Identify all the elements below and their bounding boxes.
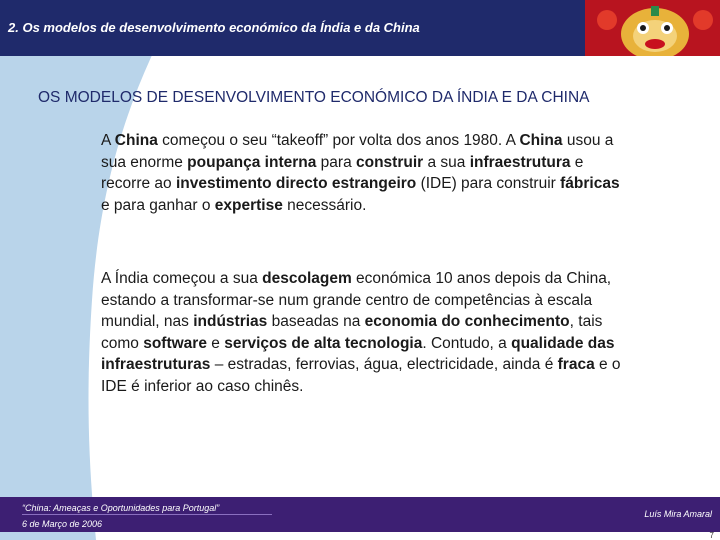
text-run: (IDE) para construir bbox=[416, 175, 561, 192]
text-run: começou o seu “takeoff” por volta dos anos 1980. A bbox=[157, 132, 520, 149]
china-paragraph bbox=[101, 130, 631, 216]
bold-text-run: poupança interna bbox=[187, 153, 317, 171]
header-title: 2. Os modelos de desenvolvimento económico da Índia e da China bbox=[8, 20, 420, 35]
bold-text-run: infraestrutura bbox=[469, 153, 571, 171]
text-run: e para ganhar o bbox=[101, 196, 215, 214]
page-number: 7 bbox=[709, 531, 714, 540]
text-run: e bbox=[206, 334, 225, 352]
bold-text-run: fábricas bbox=[560, 175, 620, 192]
text-run: e o IDE é inferior ao caso chinês. bbox=[101, 356, 621, 395]
text-run: económica 10 anos depois da China, estando a transformar-se num grande centro de competências à escala mundial, nas bbox=[101, 270, 612, 330]
text-run: e recorre ao bbox=[101, 153, 584, 192]
bold-text-run: construir bbox=[356, 153, 424, 171]
footer-divider bbox=[22, 514, 272, 515]
text-run: , tais como bbox=[101, 313, 603, 352]
bold-text-run: software bbox=[143, 334, 207, 352]
bold-text-run: economia do conhecimento bbox=[364, 313, 570, 330]
footer-date: 6 de Março de 2006 bbox=[22, 519, 103, 529]
text-run: baseadas na bbox=[267, 313, 365, 330]
india-paragraph bbox=[101, 268, 631, 397]
footer-event-title: “China: Ameaças e Oportunidades para Portugal” bbox=[22, 503, 220, 513]
text-run: a sua bbox=[423, 153, 470, 171]
text-run: . Contudo, a bbox=[422, 334, 512, 352]
footer-author: Luís Mira Amaral bbox=[644, 509, 712, 519]
bold-text-run: serviços de alta tecnologia bbox=[224, 334, 423, 352]
text-run: para bbox=[316, 153, 356, 171]
bold-text-run: expertise bbox=[214, 196, 283, 214]
bold-text-run: China bbox=[114, 132, 158, 149]
bold-text-run: investimento directo estrangeiro bbox=[175, 175, 417, 192]
slide-heading: OS MODELOS DE DESENVOLVIMENTO ECONÓMICO DA ÍNDIA E DA CHINA bbox=[38, 89, 590, 106]
text-run: A bbox=[101, 132, 115, 149]
text-run: A Índia começou a sua bbox=[101, 270, 263, 287]
bold-text-run: indústrias bbox=[193, 313, 268, 330]
text-run: usou a sua enorme bbox=[101, 132, 614, 171]
bold-text-run: qualidade das infraestruturas bbox=[101, 334, 615, 373]
text-run: necessário. bbox=[282, 196, 367, 214]
bold-text-run: descolagem bbox=[262, 270, 352, 287]
bold-text-run: fraca bbox=[557, 356, 595, 373]
header-lion-image bbox=[585, 0, 720, 56]
header-bar bbox=[0, 0, 585, 56]
text-run: – estradas, ferrovias, água, electricidade, ainda é bbox=[210, 356, 558, 373]
bold-text-run: China bbox=[519, 132, 563, 149]
